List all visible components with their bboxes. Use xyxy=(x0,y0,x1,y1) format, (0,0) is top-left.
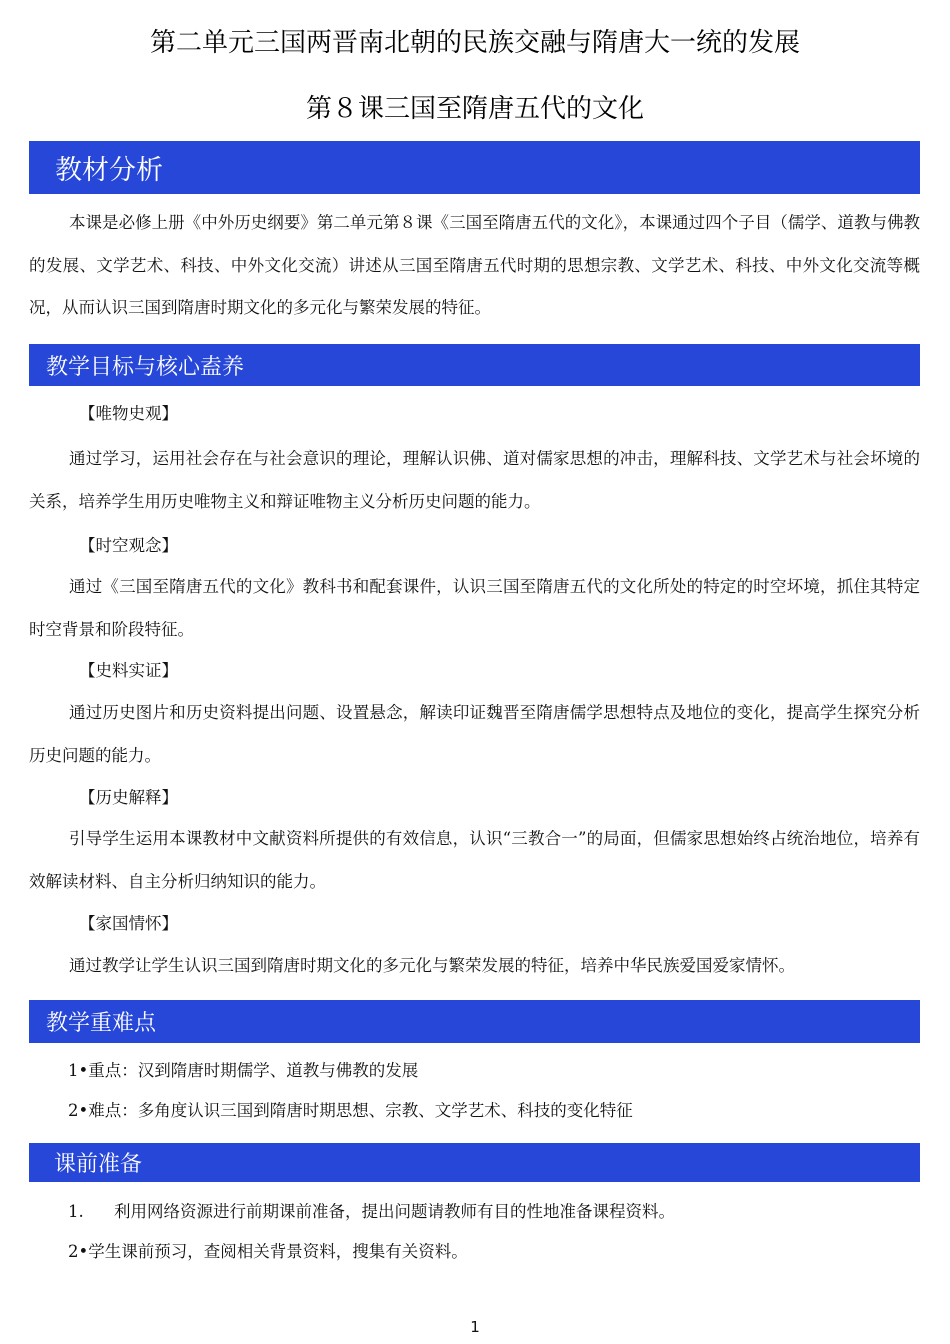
section-heading-key-points: 教学重难点 xyxy=(29,1000,920,1043)
goal-label-patriotism: 【家国情怀】 xyxy=(79,914,178,933)
goal-label-evidence: 【史料实证】 xyxy=(79,661,178,680)
page-number: 1 xyxy=(470,1318,480,1336)
prep-item-number: 1. xyxy=(68,1202,84,1221)
prep-item-text: 利用网络资源进行前期课前准备，提出问题请教师有目的性地准备课程资料。 xyxy=(114,1202,675,1221)
goal-text-patriotism: 通过教学让学生认识三国到隋唐时期文化的多元化与繁荣发展的特征，培养中华民族爱国爱家情怀。 xyxy=(69,956,795,975)
prep-item: 2•学生课前预习，查阅相关背景资料，搜集有关资料。 xyxy=(68,1242,468,1261)
goal-label-spacetime: 【时空观念】 xyxy=(79,536,178,555)
analysis-paragraph: 本课是必修上册《中外历史纲要》第二单元第８课《三国至隋唐五代的文化》，本课通过四个子目（儒学、道教与佛教的发展、文学艺术、科技、中外文化交流）讲述从三国至隋唐五代时期的思想宗教、文学艺术、科技、中外文化交流等概况，从而认识三国到隋唐时期文化的多元化与繁荣发展的特征。 xyxy=(29,213,920,317)
goal-text-interpretation: 引导学生运用本课教材中文献资料所提供的有效信息，认识“三教合一”的局面，但儒家思想始终占统治地位，培养有效解读材料、自主分析归纳知识的能力。 xyxy=(29,829,920,891)
difficulty-item: 2•难点：多角度认识三国到隋唐时期思想、宗教、文学艺术、科技的变化特征 xyxy=(68,1101,633,1120)
goal-text-spacetime: 通过《三国至隋唐五代的文化》教科书和配套课件，认识三国至隋唐五代的文化所处的特定的时空坏境，抓住其特定时空背景和阶段特征。 xyxy=(29,577,920,639)
section-heading-goals: 教学目标与核心盍养 xyxy=(29,344,920,386)
key-point-item: 1•重点：汉到隋唐时期儒学、道教与佛教的发展 xyxy=(68,1061,419,1080)
section-heading-preparation: 课前准备 xyxy=(29,1143,920,1182)
goal-text-evidence: 通过历史图片和历史资料提出问题、设置悬念，解读印证魏晋至隋唐儒学思想特点及地位的变化，提高学生探究分析历史问题的能力。 xyxy=(29,703,920,765)
section-heading-analysis: 教材分析 xyxy=(29,141,920,194)
goal-text-materialism: 通过学习，运用社会存在与社会意识的理论，理解认识佛、道对儒家思想的冲击，理解科技、文学艺术与社会坏境的关系，培养学生用历史唯物主义和辩证唯物主义分析历史问题的能力。 xyxy=(29,449,920,511)
lesson-title: 第８课三国至隋唐五代的文化 xyxy=(305,94,644,124)
unit-title: 第二单元三国两晋南北朝的民族交融与隋唐大一统的发展 xyxy=(149,28,800,58)
goal-label-materialism: 【唯物史观】 xyxy=(79,404,178,423)
goal-label-interpretation: 【历史解释】 xyxy=(79,788,178,807)
